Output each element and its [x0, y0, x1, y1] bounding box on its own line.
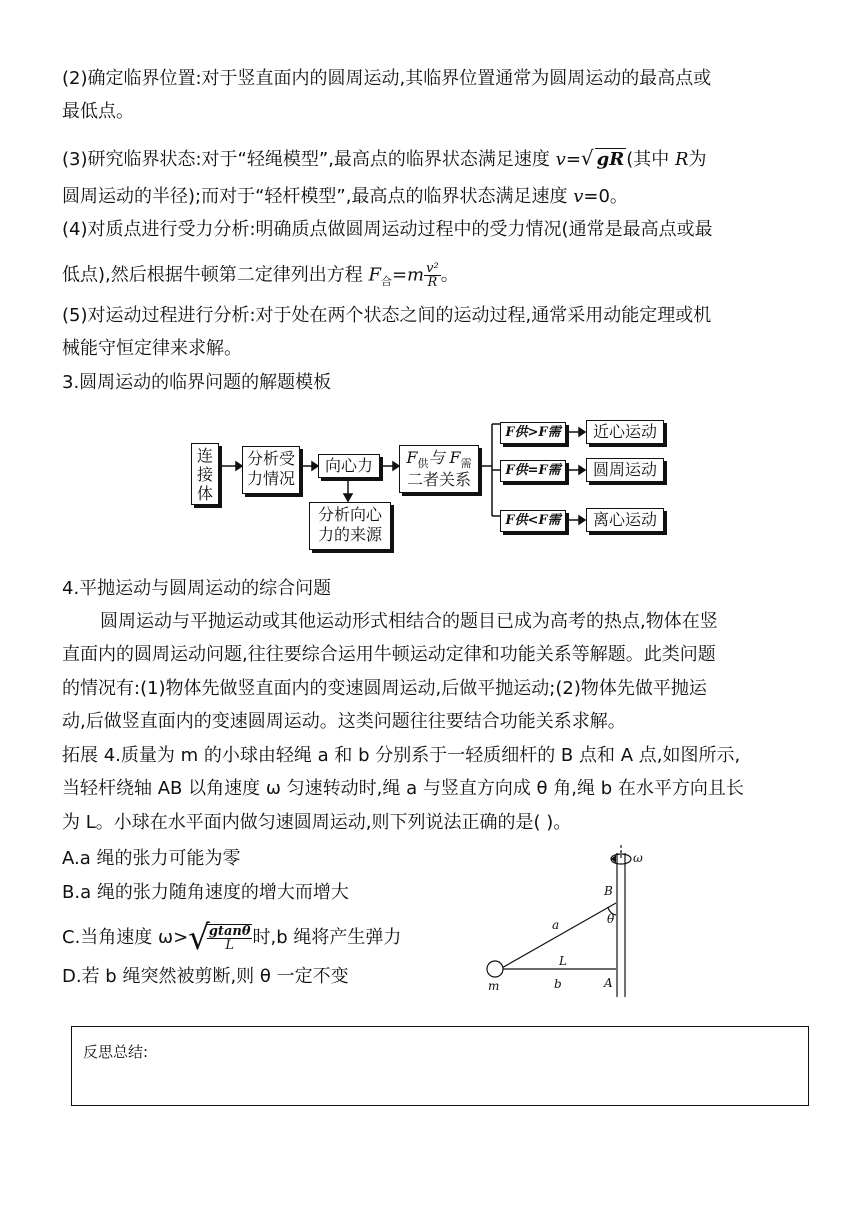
subscript-he: 合	[380, 274, 392, 288]
result-near-label: 近心运动	[592, 422, 657, 441]
cond-greater-label: F供>F需	[505, 425, 561, 440]
body-line3: 的情况有:(1)物体先做竖直面内的变速圆周运动,后做平抛运动;(2)物体先做平抛运	[62, 678, 707, 699]
text-run: 圆周运动的半径);而对于“轻杆模型”,最高点的临界状态满足速度	[62, 186, 574, 207]
result-circle	[586, 458, 664, 482]
math-eq: =	[565, 149, 581, 170]
fraction-numerator: v²	[426, 261, 439, 276]
box-centripetal	[318, 454, 380, 478]
para-5-line1: (5)对运动过程进行分析:对于处在两个状态之间的运动过程,通常采用动能定理或机	[62, 305, 712, 326]
text-run: 为	[688, 149, 707, 170]
option-d: D.若 b 绳突然被剪断,则 θ 一定不变	[62, 966, 349, 987]
box-connect	[191, 443, 219, 505]
subscript-gong: 供	[417, 457, 429, 470]
result-near	[586, 420, 664, 444]
text-run: (其中	[626, 149, 675, 170]
flowchart-connectors	[0, 0, 860, 600]
label-A: A	[604, 976, 613, 990]
summary-label: 反思总结:	[83, 1043, 149, 1061]
label-b: b	[554, 977, 562, 991]
label-B: B	[604, 884, 613, 898]
text-run: 低点),然后根据牛顿第二定律列出方程	[62, 264, 369, 286]
heading-4: 4.平抛运动与圆周运动的综合问题	[62, 578, 332, 599]
para-4-line1: (4)对质点进行受力分析:明确质点做圆周运动过程中的受力情况(通常是最高点或最	[62, 219, 713, 240]
cond-equal	[500, 460, 566, 482]
result-away	[586, 508, 664, 532]
fraction-gtan-L	[207, 924, 253, 952]
result-circle-label: 圆周运动	[592, 460, 657, 479]
text-run: 。	[440, 264, 459, 286]
para-2-line1: (2)确定临界位置:对于竖直面内的圆周运动,其临界位置通常为圆周运动的最高点或	[62, 68, 712, 89]
box-source	[309, 502, 391, 550]
label-theta: θ	[607, 912, 615, 926]
text-run: C.当角速度 ω>	[62, 927, 189, 948]
heading-3: 3.圆周运动的临界问题的解题模板	[62, 372, 332, 393]
subscript-xu: 需	[460, 457, 472, 470]
fraction-denominator: R	[427, 275, 438, 290]
result-away-label: 离心运动	[592, 510, 657, 529]
problem-line1: 拓展 4.质量为 m 的小球由轻绳 a 和 b 分别系于一轻质细杆的 B 点和 A 点,如图所示,	[62, 745, 741, 766]
label-L: L	[559, 954, 567, 968]
math-eq-m: =m	[391, 264, 425, 286]
fraction-numerator: gtanθ	[208, 924, 251, 939]
cond-less-label: F供<F需	[505, 513, 561, 528]
body-line2: 直面内的圆周运动问题,往往要综合运用牛顿运动定律和功能关系等解题。此类问题	[62, 644, 716, 665]
label-omega: ω	[633, 851, 643, 865]
option-b: B.a 绳的张力随角速度的增大而增大	[62, 882, 349, 903]
text-run: =0。	[583, 186, 628, 207]
box-force-label: 分析受 力情况	[246, 449, 295, 488]
box-connect-label: 连 接 体	[196, 446, 213, 503]
box-source-label: 分析向心 力的来源	[317, 505, 382, 544]
box-centripetal-label: 向心力	[324, 456, 373, 475]
cond-equal-label: F供=F需	[505, 463, 561, 478]
math-F: F	[368, 264, 381, 286]
math-R: R	[674, 149, 689, 170]
summary-box[interactable]	[71, 1026, 809, 1106]
problem-line3: 为 L。小球在水平面内做匀速圆周运动,则下列说法正确的是( )。	[62, 812, 572, 833]
para-2-line2: 最低点。	[62, 101, 134, 122]
problem-line2: 当轻杆绕轴 AB 以角速度 ω 匀速转动时,绳 a 与竖直方向成 θ 角,绳 b 在水平方向且长	[62, 778, 744, 799]
option-a: A.a 绳的张力可能为零	[62, 848, 241, 869]
para-5-line2: 械能守恒定律来求解。	[62, 338, 242, 359]
body-line4: 动,后做竖直面内的变速圆周运动。这类问题往往要结合功能关系求解。	[62, 711, 626, 732]
text-run: (3)研究临界状态:对于“轻绳模型”,最高点的临界状态满足速度	[62, 149, 556, 170]
text-run: 时,b 绳将产生弹力	[252, 927, 402, 948]
sqrt-sign: √	[188, 918, 210, 958]
math-sqrt-gR: gR	[596, 149, 625, 170]
label-a: a	[552, 918, 560, 932]
cond-less	[500, 510, 566, 532]
math-v: v	[573, 186, 584, 207]
problem-figure	[470, 845, 670, 1005]
math-F: 与 F	[428, 448, 461, 467]
option-c	[62, 920, 401, 956]
body-line1: 圆周运动与平抛运动或其他运动形式相结合的题目已成为高考的热点,物体在竖	[100, 611, 718, 632]
box-force-analysis	[242, 446, 300, 494]
box-compare-line2: 二者关系	[406, 470, 471, 489]
box-compare	[399, 445, 479, 493]
cond-greater	[500, 422, 566, 444]
math-F: F	[406, 448, 418, 467]
math-v: v	[555, 149, 566, 170]
fraction-denominator: L	[225, 938, 234, 953]
label-m: m	[488, 979, 500, 993]
sqrt-sign: √	[580, 146, 594, 170]
